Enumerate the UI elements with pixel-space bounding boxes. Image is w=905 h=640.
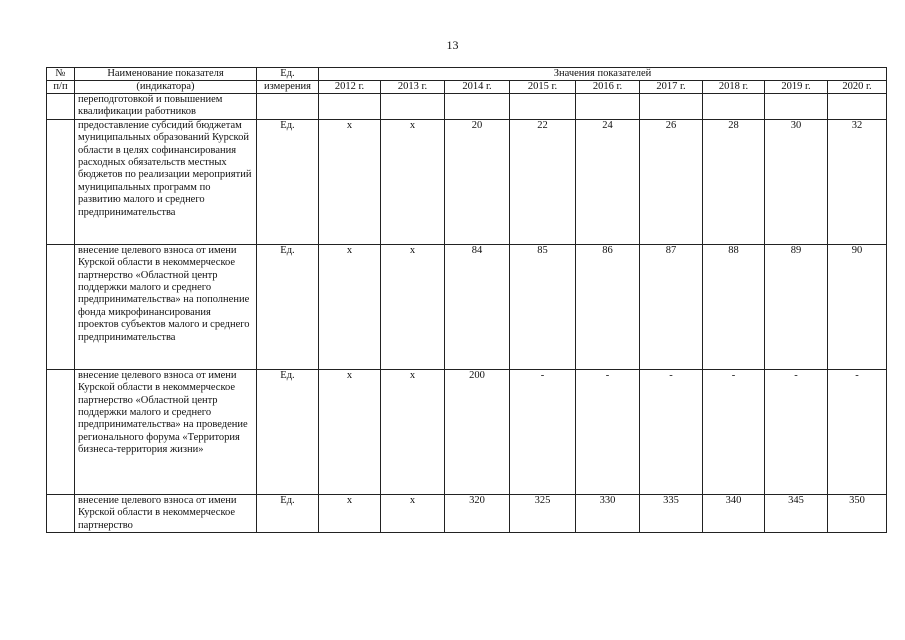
value-cell: 335 [640,494,703,532]
row-number-cell [47,369,75,494]
value-cell [381,94,445,120]
value-cell: - [640,369,703,494]
year-header: 2015 г. [510,81,576,94]
value-cell: 200 [445,369,510,494]
table-row [47,244,887,369]
header-row-bottom [47,81,887,94]
value-cell: х [381,119,445,244]
indicator-name-cell: переподготовкой и повышением квалификации работников [75,94,257,120]
value-cell [510,94,576,120]
value-cell: 340 [703,494,765,532]
value-cell: 330 [576,494,640,532]
value-cell: 24 [576,119,640,244]
value-cell [319,94,381,120]
value-cell: - [510,369,576,494]
value-cell: х [381,369,445,494]
value-cell: 325 [510,494,576,532]
year-header: 2016 г. [576,81,640,94]
value-cell: 89 [765,244,828,369]
unit-cell: Ед. [257,244,319,369]
value-cell: 22 [510,119,576,244]
value-cell: х [319,369,381,494]
col-name-header-sub: (индикатора) [75,81,257,94]
indicators-table [46,67,887,533]
value-cell: 86 [576,244,640,369]
row-number-cell [47,244,75,369]
value-cell: 345 [765,494,828,532]
col-unit-header: Ед. [257,68,319,81]
row-number-cell [47,119,75,244]
col-num-header: № [47,68,75,81]
indicator-name-cell: предоставление субсидий бюджетам муниципальных образований Курской области в целях софинансирования расходных обязательств местных бюджетов по реализации мероприятий муниципальных программ по развитию малого и среднего предпринимательства [75,119,257,244]
year-header: 2014 г. [445,81,510,94]
value-cell: х [319,244,381,369]
value-cell [576,94,640,120]
header-row-top [47,68,887,81]
row-number-cell [47,494,75,532]
value-cell: х [319,119,381,244]
values-group-header: Значения показателей [319,68,887,81]
col-name-header: Наименование показателя [75,68,257,81]
value-cell: 90 [828,244,887,369]
table-row [47,119,887,244]
value-cell: 85 [510,244,576,369]
unit-cell [257,94,319,120]
value-cell: - [703,369,765,494]
value-cell: х [319,494,381,532]
value-cell: 84 [445,244,510,369]
value-cell: 87 [640,244,703,369]
year-header: 2019 г. [765,81,828,94]
year-header: 2020 г. [828,81,887,94]
value-cell [765,94,828,120]
value-cell: 26 [640,119,703,244]
value-cell: - [828,369,887,494]
table-row [47,369,887,494]
value-cell [640,94,703,120]
unit-cell: Ед. [257,494,319,532]
indicator-name-cell: внесение целевого взноса от имени Курской области в некоммерческое партнерство «Областной центр поддержки малого и среднего предпринимательства» на проведение регионального форума «Территория бизнеса-территория жизни» [75,369,257,494]
value-cell: 32 [828,119,887,244]
unit-cell: Ед. [257,369,319,494]
value-cell: 320 [445,494,510,532]
year-header: 2018 г. [703,81,765,94]
row-number-cell [47,94,75,120]
value-cell: 30 [765,119,828,244]
unit-cell: Ед. [257,119,319,244]
value-cell [703,94,765,120]
year-header: 2013 г. [381,81,445,94]
value-cell [445,94,510,120]
col-unit-header-sub: измерения [257,81,319,94]
col-num-header-sub: п/п [47,81,75,94]
value-cell: 28 [703,119,765,244]
value-cell: 350 [828,494,887,532]
value-cell [828,94,887,120]
value-cell: 20 [445,119,510,244]
page-number: 13 [446,38,459,52]
value-cell: х [381,494,445,532]
value-cell: - [765,369,828,494]
indicator-name-cell: внесение целевого взноса от имени Курской области в некоммерческое партнерство «Областной центр поддержки малого и среднего предпринимательства» на пополнение фонда микрофинансирования проектов субъектов малого и среднего предпринимательства [75,244,257,369]
year-header: 2017 г. [640,81,703,94]
table-row [47,94,887,120]
indicator-name-cell: внесение целевого взноса от имени Курской области в некоммерческое партнерство [75,494,257,532]
value-cell: - [576,369,640,494]
value-cell: 88 [703,244,765,369]
year-header: 2012 г. [319,81,381,94]
value-cell: х [381,244,445,369]
table-row [47,494,887,532]
